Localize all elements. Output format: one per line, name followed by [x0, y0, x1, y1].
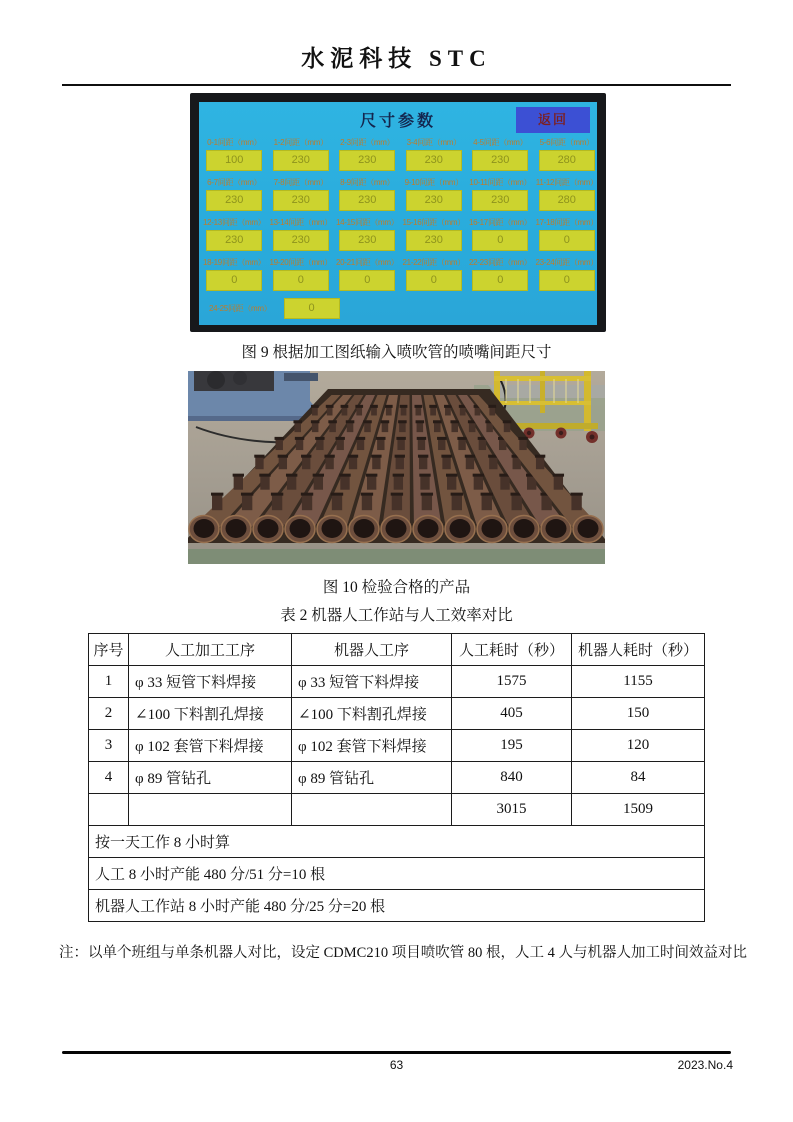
cell-robot-process: ∠100 下料割孔焊接	[292, 698, 452, 730]
table-header-row	[89, 634, 705, 666]
spacing-field-label: 7-8间距（mm）	[273, 178, 328, 187]
cell-robot-process	[292, 794, 452, 826]
spacing-value-button[interactable]: 230	[406, 230, 462, 251]
spacing-field-label: 8-9间距（mm）	[340, 178, 395, 187]
table-footnote-row	[89, 826, 705, 858]
cell-seq: 1	[89, 666, 129, 698]
spacing-field-label: 6-7间距（mm）	[207, 178, 262, 187]
cell-manual-process: φ 89 管钻孔	[129, 762, 292, 794]
spacing-field	[270, 258, 333, 291]
cell-manual-time: 195	[452, 730, 572, 762]
spacing-field	[536, 178, 599, 211]
spacing-field-label: 5-6间距（mm）	[539, 138, 594, 147]
spacing-field	[209, 298, 340, 319]
cell-robot-time: 150	[572, 698, 705, 730]
back-button[interactable]: 返回	[516, 107, 590, 133]
spacing-field-label: 22-23间距（mm）	[469, 258, 532, 267]
figure10-caption: 图 10 检验合格的产品	[322, 579, 471, 596]
spacing-value-button[interactable]: 230	[339, 150, 395, 171]
spacing-field-label: 3-4间距（mm）	[406, 138, 461, 147]
spacing-value-button[interactable]: 230	[273, 150, 329, 171]
footnote-text: 机器人工作站 8 小时产能 480 分/25 分=20 根	[89, 890, 705, 922]
spacing-field	[403, 178, 466, 211]
spacing-field	[336, 218, 399, 251]
spacing-field	[403, 258, 466, 291]
col-header: 人工加工工序	[129, 634, 292, 666]
table-row	[89, 762, 705, 794]
spacing-field	[203, 178, 266, 211]
journal-title: 水泥科技 STC	[301, 46, 492, 71]
spacing-field	[536, 138, 599, 171]
spacing-field-label: 20-21间距（mm）	[336, 258, 399, 267]
efficiency-table	[88, 633, 705, 922]
spacing-value-button[interactable]: 0	[273, 270, 329, 291]
spacing-value-button[interactable]: 0	[472, 230, 528, 251]
issue-number: 2023.No.4	[677, 1058, 733, 1072]
spacing-field-label: 14-15间距（mm）	[336, 218, 399, 227]
spacing-field-label: 16-17间距（mm）	[469, 218, 532, 227]
cell-manual-time: 1575	[452, 666, 572, 698]
spacing-field-label: 11-12间距（mm）	[535, 178, 598, 187]
cell-seq: 3	[89, 730, 129, 762]
table-note: 注：以单个班组与单条机器人对比，设定 CDMC210 项目喷吹管 80 根，人工 4 人与机器人加工时间效益对比	[59, 945, 747, 961]
product-photo	[188, 371, 605, 564]
spacing-field-label: 4-5间距（mm）	[473, 138, 528, 147]
table-row	[89, 666, 705, 698]
cell-seq: 4	[89, 762, 129, 794]
spacing-field-label: 9-10间距（mm）	[404, 178, 463, 187]
figure9-caption: 图 9 根据加工图纸输入喷吹管的喷嘴间距尺寸	[241, 344, 552, 361]
spacing-value-button[interactable]: 230	[406, 150, 462, 171]
cell-manual-process	[129, 794, 292, 826]
spacing-value-button[interactable]: 230	[339, 230, 395, 251]
hmi-screen	[199, 102, 597, 325]
spacing-field-label: 15-16间距（mm）	[402, 218, 465, 227]
green-floor-strip	[188, 549, 605, 564]
cell-robot-process: φ 33 短管下料焊接	[292, 666, 452, 698]
spacing-field	[336, 258, 399, 291]
spacing-field	[270, 138, 333, 171]
table-footnote-row	[89, 858, 705, 890]
spacing-value-button[interactable]: 230	[472, 190, 528, 211]
spacing-field	[403, 138, 466, 171]
spacing-field	[270, 218, 333, 251]
cell-seq	[89, 794, 129, 826]
spacing-value-button[interactable]: 0	[406, 270, 462, 291]
spacing-value-button[interactable]: 230	[206, 190, 262, 211]
cell-manual-process: ∠100 下料割孔焊接	[129, 698, 292, 730]
cell-robot-total: 1509	[572, 794, 705, 826]
spacing-field-label: 12-13间距（mm）	[203, 218, 266, 227]
cell-seq: 2	[89, 698, 129, 730]
spacing-field	[469, 258, 532, 291]
col-header: 机器人耗时（秒）	[572, 634, 705, 666]
spacing-field	[336, 138, 399, 171]
spacing-value-button[interactable]: 0	[539, 270, 595, 291]
spacing-field	[536, 218, 599, 251]
spacing-field	[469, 178, 532, 211]
spacing-field	[203, 258, 266, 291]
cell-manual-process: φ 33 短管下料焊接	[129, 666, 292, 698]
spacing-field	[203, 138, 266, 171]
spacing-value-button[interactable]: 280	[539, 150, 595, 171]
spacing-grid	[203, 138, 598, 291]
cell-robot-time: 120	[572, 730, 705, 762]
spacing-field-label: 13-14间距（mm）	[269, 218, 332, 227]
spacing-field	[336, 178, 399, 211]
spacing-value-button[interactable]: 230	[206, 230, 262, 251]
footer-rule	[62, 1051, 731, 1054]
hmi-screen-title: 尺寸参数	[359, 113, 436, 130]
cell-robot-process: φ 89 管钻孔	[292, 762, 452, 794]
spacing-field	[469, 218, 532, 251]
footnote-text: 人工 8 小时产能 480 分/51 分=10 根	[89, 858, 705, 890]
spacing-field-label: 10-11间距（mm）	[469, 178, 532, 187]
col-header: 序号	[89, 634, 129, 666]
page-number: 63	[389, 1058, 404, 1072]
spacing-value-button[interactable]: 230	[273, 190, 329, 211]
cell-robot-time: 84	[572, 762, 705, 794]
header-rule	[62, 84, 731, 86]
footnote-text: 按一天工作 8 小时算	[89, 826, 705, 858]
table-footnote-row	[89, 890, 705, 922]
col-header: 人工耗时（秒）	[452, 634, 572, 666]
spacing-field-label: 24-25间距（mm）	[209, 303, 272, 313]
cell-manual-process: φ 102 套管下料焊接	[129, 730, 292, 762]
spacing-value-button[interactable]: 230	[339, 190, 395, 211]
cell-manual-time: 840	[452, 762, 572, 794]
cell-manual-time: 405	[452, 698, 572, 730]
spacing-field-label: 18-19间距（mm）	[203, 258, 266, 267]
spacing-value-button[interactable]: 230	[273, 230, 329, 251]
spacing-value-button[interactable]: 0	[284, 298, 340, 319]
spacing-field	[403, 218, 466, 251]
spacing-field-label: 17-18间距（mm）	[535, 218, 598, 227]
spacing-field-label: 1-2间距（mm）	[273, 138, 328, 147]
spacing-field-label: 23-24间距（mm）	[535, 258, 598, 267]
cell-robot-time: 1155	[572, 666, 705, 698]
spacing-value-button[interactable]: 0	[472, 270, 528, 291]
spacing-value-button[interactable]: 100	[206, 150, 262, 171]
table-row	[89, 698, 705, 730]
spacing-value-button[interactable]: 0	[539, 230, 595, 251]
table-row	[89, 730, 705, 762]
spacing-field	[536, 258, 599, 291]
spacing-value-button[interactable]: 230	[472, 150, 528, 171]
spacing-field-label: 21-22间距（mm）	[402, 258, 465, 267]
spacing-field-label: 19-20间距（mm）	[269, 258, 332, 267]
cell-manual-total: 3015	[452, 794, 572, 826]
table2-title: 表 2 机器人工作站与人工效率对比	[280, 607, 513, 624]
pipes-photo-illustration	[188, 371, 605, 564]
hmi-screenshot	[190, 93, 606, 332]
spacing-value-button[interactable]: 0	[339, 270, 395, 291]
spacing-field	[469, 138, 532, 171]
table-total-row	[89, 794, 705, 826]
spacing-value-button[interactable]: 230	[406, 190, 462, 211]
cell-robot-process: φ 102 套管下料焊接	[292, 730, 452, 762]
col-header: 机器人工序	[292, 634, 452, 666]
spacing-field-label: 2-3间距（mm）	[340, 138, 395, 147]
spacing-value-button[interactable]: 280	[539, 190, 595, 211]
spacing-value-button[interactable]: 0	[206, 270, 262, 291]
spacing-field	[270, 178, 333, 211]
spacing-field-label: 0-1间距（mm）	[207, 138, 262, 147]
spacing-field	[203, 218, 266, 251]
